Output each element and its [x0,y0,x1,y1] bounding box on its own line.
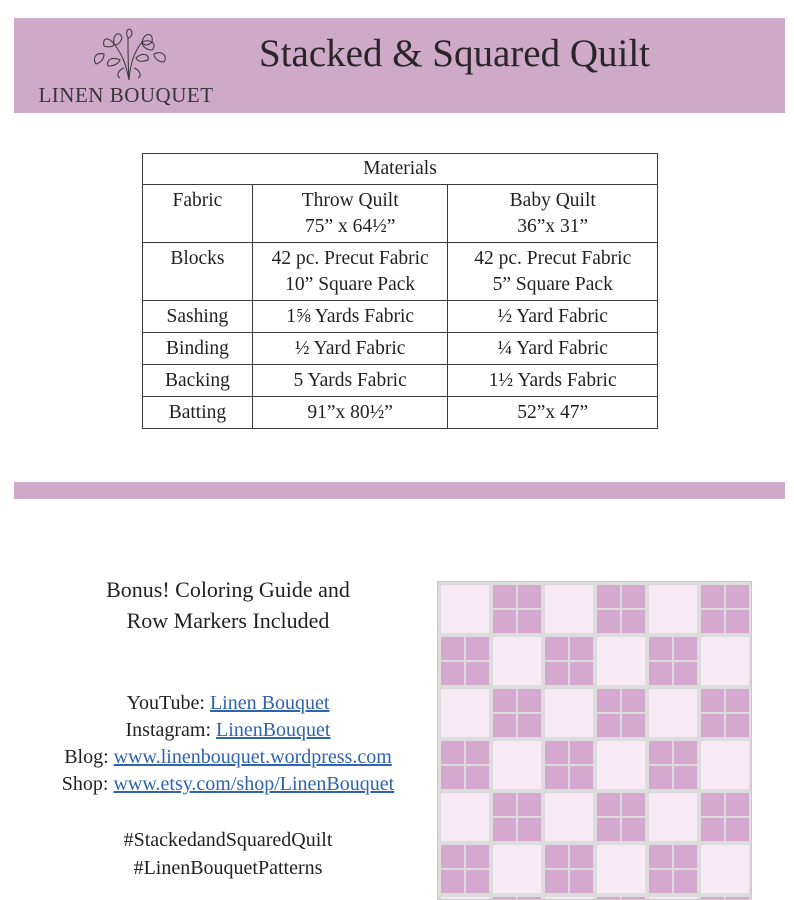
quilt-patch [622,689,645,712]
hashtag: #LinenBouquetPatterns [133,857,323,879]
instagram-label: Instagram: [125,719,217,741]
column-header: Baby Quilt 36”x 31” [448,185,658,243]
quilt-patch [493,689,516,712]
quilt-patch [518,714,541,737]
quilt-patch [545,741,568,764]
quilt-patch [649,870,672,893]
quilt-patch [493,793,516,816]
blog-line [20,744,436,771]
quilt-patch [466,662,489,685]
quilt-patch [441,637,464,660]
table-cell: 52”x 47” [448,397,658,429]
column-header: Fabric [143,185,253,243]
quilt-block [493,637,541,685]
quilt-patch [701,897,724,899]
hashtag: #StackedandSquaredQuilt [123,829,333,851]
table-row [143,301,658,333]
quilt-patch [726,585,749,608]
bonus-line: Bonus! Coloring Guide and [106,577,350,602]
quilt-patch [701,818,724,841]
quilt-patch [597,897,620,899]
quilt-patch [726,610,749,633]
quilt-patch [570,766,593,789]
quilt-diagram [438,582,751,899]
shop-link[interactable]: www.etsy.com/shop/LinenBouquet [113,773,395,795]
quilt-patch [622,585,645,608]
table-row [143,243,658,301]
quilt-patch [493,610,516,633]
quilt-patch [441,741,464,764]
quilt-block [649,689,697,737]
quilt-block [441,585,489,633]
blog-label: Blog: [64,746,114,768]
table-row [143,333,658,365]
bonus-note [40,574,416,636]
quilt-patch [622,610,645,633]
quilt-block [441,897,489,899]
quilt-patch [466,766,489,789]
header-banner [14,18,785,113]
quilt-patch [518,818,541,841]
quilt-patch [570,741,593,764]
quilt-patch [674,870,697,893]
quilt-patch [701,585,724,608]
quilt-patch [674,845,697,868]
column-header: Throw Quilt 75” x 64½” [252,185,448,243]
quilt-block [597,741,645,789]
table-row [143,397,658,429]
quilt-patch [674,637,697,660]
quilt-block [597,845,645,893]
quilt-patch [518,585,541,608]
materials-table [142,153,658,429]
quilt-patch [545,870,568,893]
instagram-link[interactable]: LinenBouquet [216,719,331,741]
bonus-line: Row Markers Included [126,608,330,633]
quilt-patch [545,637,568,660]
quilt-block [545,689,593,737]
quilt-patch [701,714,724,737]
quilt-patch [466,870,489,893]
quilt-preview-image [437,581,752,900]
instagram-line [20,717,436,744]
quilt-patch [570,637,593,660]
quilt-patch [597,610,620,633]
table-header-row [143,185,658,243]
quilt-block [493,845,541,893]
blog-link[interactable]: www.linenbouquet.wordpress.com [113,746,392,768]
row-label: Binding [143,333,253,365]
quilt-block [597,637,645,685]
quilt-patch [441,766,464,789]
table-cell: 42 pc. Precut Fabric 10” Square Pack [252,243,448,301]
table-cell: 5 Yards Fabric [252,365,448,397]
shop-label: Shop: [61,773,114,795]
quilt-block [649,585,697,633]
row-label: Backing [143,365,253,397]
quilt-block [545,793,593,841]
quilt-patch [570,870,593,893]
quilt-patch [597,689,620,712]
table-cell: 42 pc. Precut Fabric 5” Square Pack [448,243,658,301]
quilt-patch [726,897,749,899]
quilt-patch [674,662,697,685]
row-label: Blocks [143,243,253,301]
quilt-block [545,897,593,899]
table-cell: ½ Yard Fabric [252,333,448,365]
quilt-patch [597,793,620,816]
quilt-patch [570,845,593,868]
row-label: Batting [143,397,253,429]
quilt-patch [466,637,489,660]
table-cell: ½ Yard Fabric [448,301,658,333]
section-divider [14,482,785,499]
quilt-patch [649,845,672,868]
table-row [143,365,658,397]
quilt-patch [466,845,489,868]
quilt-block [441,689,489,737]
quilt-patch [622,714,645,737]
quilt-patch [701,689,724,712]
quilt-patch [674,766,697,789]
quilt-patch [674,741,697,764]
quilt-patch [441,662,464,685]
quilt-patch [622,897,645,899]
youtube-link[interactable]: Linen Bouquet [209,692,330,714]
quilt-patch [726,793,749,816]
quilt-block [701,845,749,893]
quilt-patch [622,818,645,841]
quilt-patch [597,585,620,608]
quilt-patch [649,662,672,685]
quilt-patch [701,610,724,633]
quilt-patch [493,585,516,608]
shop-line [20,771,436,798]
quilt-patch [597,714,620,737]
quilt-patch [649,766,672,789]
quilt-block [649,897,697,899]
quilt-patch [545,662,568,685]
quilt-patch [518,689,541,712]
social-links [20,690,436,798]
quilt-block [545,585,593,633]
quilt-patch [649,637,672,660]
quilt-patch [726,818,749,841]
table-cell: 1½ Yards Fabric [448,365,658,397]
quilt-patch [466,741,489,764]
quilt-patch [545,766,568,789]
row-label: Sashing [143,301,253,333]
brand-name: LINEN BOUQUET [38,83,214,107]
quilt-patch [518,897,541,899]
quilt-patch [545,845,568,868]
quilt-patch [570,662,593,685]
quilt-patch [622,793,645,816]
youtube-label: YouTube: [126,692,210,714]
youtube-line [20,690,436,717]
quilt-block [493,741,541,789]
quilt-patch [441,870,464,893]
quilt-patch [441,845,464,868]
table-title-row [143,154,658,185]
table-cell: 1⅝ Yards Fabric [252,301,448,333]
flower-bouquet-icon [84,24,174,82]
quilt-block [701,637,749,685]
quilt-patch [701,793,724,816]
quilt-patch [493,818,516,841]
quilt-patch [726,714,749,737]
quilt-block [649,793,697,841]
quilt-patch [518,610,541,633]
table-title: Materials [143,154,658,185]
quilt-patch [493,897,516,899]
quilt-patch [597,818,620,841]
hashtags [40,826,416,882]
quilt-block [441,793,489,841]
table-cell: 91”x 80½” [252,397,448,429]
brand-logo [28,24,224,110]
quilt-patch [518,793,541,816]
quilt-patch [493,714,516,737]
quilt-block [701,741,749,789]
table-cell: ¼ Yard Fabric [448,333,658,365]
page-title: Stacked & Squared Quilt [259,32,651,75]
quilt-patch [649,741,672,764]
quilt-patch [726,689,749,712]
